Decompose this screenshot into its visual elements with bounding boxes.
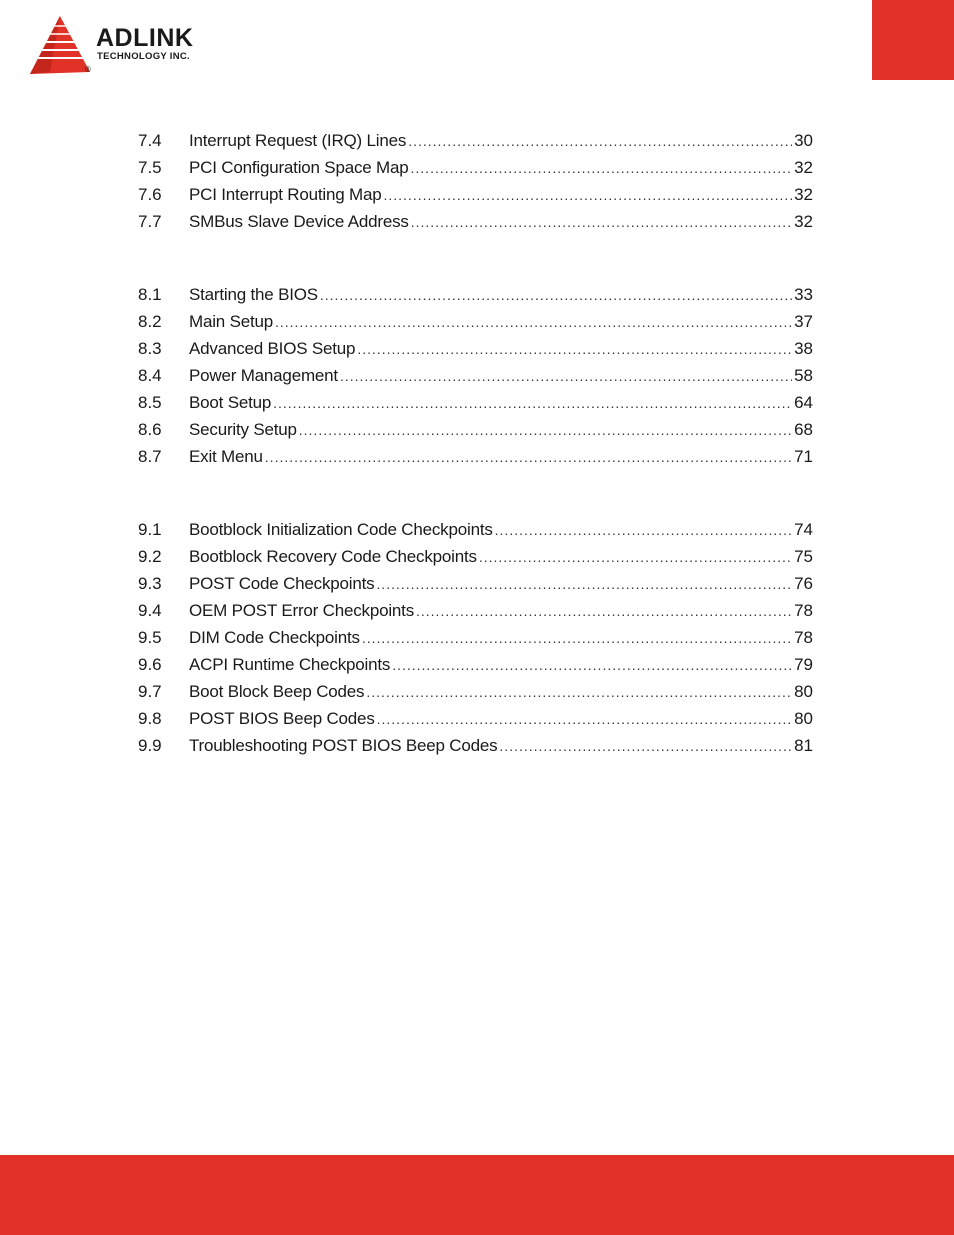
toc-entry-title[interactable]: OEM POST Error Checkpoints xyxy=(189,601,414,620)
toc-entry-page[interactable]: 80 xyxy=(794,709,813,728)
toc-entry[interactable] xyxy=(138,335,813,362)
toc-dot-leader xyxy=(340,363,792,390)
toc-entry-title[interactable]: POST Code Checkpoints xyxy=(189,574,375,593)
toc-entry-number: 9.9 xyxy=(138,736,162,755)
toc-dot-leader xyxy=(416,598,792,625)
toc-entry[interactable] xyxy=(138,308,813,335)
toc-entry-number: 9.4 xyxy=(138,601,162,620)
toc-entry[interactable] xyxy=(138,127,813,154)
toc-entry-page[interactable]: 58 xyxy=(794,366,813,385)
toc-entry-page[interactable]: 71 xyxy=(794,447,813,466)
toc-entry[interactable] xyxy=(138,443,813,470)
toc-entry-title[interactable]: Interrupt Request (IRQ) Lines xyxy=(189,131,407,150)
toc-entry-number: 8.7 xyxy=(138,447,162,466)
toc-entry-title[interactable]: Boot Setup xyxy=(189,393,272,412)
toc-entry[interactable] xyxy=(138,281,813,308)
toc-entry-number: 8.4 xyxy=(138,366,162,385)
toc-dot-leader xyxy=(366,679,792,706)
toc-dot-leader xyxy=(411,209,792,236)
toc-entry-number: 7.7 xyxy=(138,212,162,231)
toc-entry-title[interactable]: Exit Menu xyxy=(189,447,263,466)
brand-name: ADLINK xyxy=(96,24,194,52)
toc-entry-number: 7.5 xyxy=(138,158,162,177)
toc-entry[interactable] xyxy=(138,651,813,678)
toc-entry-title[interactable]: PCI Interrupt Routing Map xyxy=(189,185,382,204)
toc-entry-title[interactable]: Troubleshooting POST BIOS Beep Codes xyxy=(189,736,498,755)
toc-entry[interactable] xyxy=(138,705,813,732)
toc-entry-page[interactable]: 30 xyxy=(794,131,813,150)
toc-entry[interactable] xyxy=(138,624,813,651)
toc-entry-number: 7.4 xyxy=(138,131,162,150)
toc-entry-number: 8.6 xyxy=(138,420,162,439)
toc-entry-number: 9.3 xyxy=(138,574,162,593)
table-of-contents xyxy=(138,127,813,805)
toc-entry[interactable] xyxy=(138,732,813,759)
registered-mark: ® xyxy=(85,65,91,74)
toc-entry[interactable] xyxy=(138,362,813,389)
toc-entry-page[interactable]: 68 xyxy=(794,420,813,439)
toc-entry-number: 8.5 xyxy=(138,393,162,412)
toc-dot-leader xyxy=(383,182,792,209)
toc-entry-title[interactable]: Bootblock Initialization Code Checkpoints xyxy=(189,520,493,539)
toc-entry-page[interactable]: 64 xyxy=(794,393,813,412)
toc-dot-leader xyxy=(357,336,792,363)
toc-entry[interactable] xyxy=(138,678,813,705)
toc-entry-page[interactable]: 78 xyxy=(794,628,813,647)
toc-entry[interactable] xyxy=(138,416,813,443)
toc-entry-page[interactable]: 32 xyxy=(794,212,813,231)
toc-entry-number: 9.1 xyxy=(138,520,162,539)
footer-band xyxy=(0,1155,954,1235)
toc-entry-page[interactable]: 78 xyxy=(794,601,813,620)
toc-entry[interactable] xyxy=(138,389,813,416)
toc-entry-title[interactable]: DIM Code Checkpoints xyxy=(189,628,360,647)
toc-entry-title[interactable]: Power Management xyxy=(189,366,338,385)
toc-entry[interactable] xyxy=(138,154,813,181)
toc-entry-number: 8.2 xyxy=(138,312,162,331)
toc-entry-title[interactable]: ACPI Runtime Checkpoints xyxy=(189,655,391,674)
toc-entry-title[interactable]: SMBus Slave Device Address xyxy=(189,212,409,231)
toc-entry-number: 7.6 xyxy=(138,185,162,204)
toc-group xyxy=(138,281,813,470)
toc-entry[interactable] xyxy=(138,516,813,543)
toc-entry-number: 9.6 xyxy=(138,655,162,674)
toc-entry-number: 9.2 xyxy=(138,547,162,566)
toc-entry-title[interactable]: Bootblock Recovery Code Checkpoints xyxy=(189,547,477,566)
toc-dot-leader xyxy=(265,444,792,471)
toc-entry-number: 8.1 xyxy=(138,285,162,304)
toc-entry-number: 9.5 xyxy=(138,628,162,647)
toc-entry-title[interactable]: Security Setup xyxy=(189,420,297,439)
toc-dot-leader xyxy=(377,706,792,733)
toc-entry-page[interactable]: 38 xyxy=(794,339,813,358)
toc-entry[interactable] xyxy=(138,181,813,208)
toc-entry[interactable] xyxy=(138,570,813,597)
toc-dot-leader xyxy=(362,625,792,652)
toc-dot-leader xyxy=(408,128,792,155)
toc-dot-leader xyxy=(495,517,792,544)
toc-entry-number: 9.8 xyxy=(138,709,162,728)
toc-dot-leader xyxy=(392,652,792,679)
toc-dot-leader xyxy=(479,544,792,571)
toc-group xyxy=(138,516,813,759)
toc-entry[interactable] xyxy=(138,208,813,235)
toc-entry-title[interactable]: Boot Block Beep Codes xyxy=(189,682,365,701)
toc-entry-title[interactable]: Main Setup xyxy=(189,312,273,331)
toc-entry-number: 9.7 xyxy=(138,682,162,701)
toc-dot-leader xyxy=(376,571,792,598)
toc-entry-title[interactable]: Starting the BIOS xyxy=(189,285,318,304)
toc-entry-page[interactable]: 37 xyxy=(794,312,813,331)
toc-entry-page[interactable]: 80 xyxy=(794,682,813,701)
toc-group xyxy=(138,127,813,235)
toc-dot-leader xyxy=(499,733,792,760)
toc-entry-page[interactable]: 75 xyxy=(794,547,813,566)
toc-entry-page[interactable]: 81 xyxy=(794,736,813,755)
toc-entry-title[interactable]: Advanced BIOS Setup xyxy=(189,339,356,358)
toc-entry-page[interactable]: 32 xyxy=(794,185,813,204)
toc-entry[interactable] xyxy=(138,543,813,570)
toc-entry-page[interactable]: 33 xyxy=(794,285,813,304)
toc-entry-page[interactable]: 32 xyxy=(794,158,813,177)
toc-entry[interactable] xyxy=(138,597,813,624)
toc-dot-leader xyxy=(275,309,792,336)
toc-dot-leader xyxy=(299,417,792,444)
corner-tab xyxy=(872,0,954,80)
toc-dot-leader xyxy=(411,155,793,182)
brand-subtitle: TECHNOLOGY INC. xyxy=(97,51,190,62)
toc-entry-title[interactable]: POST BIOS Beep Codes xyxy=(189,709,375,728)
toc-entry-title[interactable]: PCI Configuration Space Map xyxy=(189,158,409,177)
toc-entry-page[interactable]: 76 xyxy=(794,574,813,593)
toc-entry-page[interactable]: 79 xyxy=(794,655,813,674)
toc-entry-number: 8.3 xyxy=(138,339,162,358)
toc-dot-leader xyxy=(273,390,792,417)
adlink-logo xyxy=(28,14,228,78)
toc-entry-page[interactable]: 74 xyxy=(794,520,813,539)
toc-dot-leader xyxy=(320,282,792,309)
